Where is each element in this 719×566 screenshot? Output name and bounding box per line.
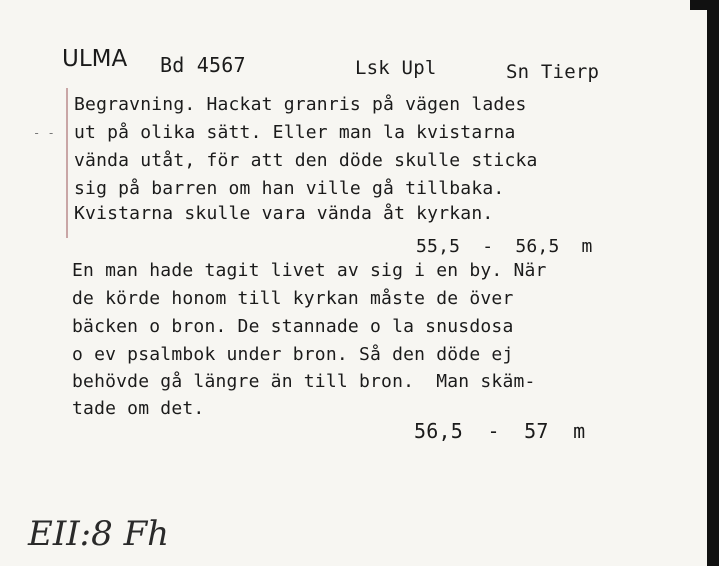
entry2-range: 56,5 - 57 m: [414, 419, 586, 443]
entry2-line-2: de körde honom till kyrkan måste de över: [72, 288, 514, 309]
entry2-line-1: En man hade tagit livet av sig i en by. När: [72, 260, 547, 281]
margin-dash-mark: - -: [33, 126, 55, 140]
entry2-line-6: tade om det.: [72, 398, 205, 419]
margin-bar: [66, 88, 68, 238]
entry1-line-1: Begravning. Hackat granris på vägen lades: [74, 94, 527, 115]
entry1-line-5: Kvistarna skulle vara vända åt kyrkan.: [74, 203, 494, 224]
classification-note: EII:8 Fh: [28, 514, 170, 554]
entry2-line-5: behövde gå längre än till bron. Man skäm-: [72, 371, 536, 392]
entry2-line-3: bäcken o bron. De stannade o la snusdosa: [72, 316, 514, 337]
archive-name: ULMA: [62, 46, 128, 72]
entry1-line-4: sig på barren om han ville gå tillbaka.: [74, 178, 505, 199]
entry2-line-4: o ev psalmbok under bron. Så den döde ej: [72, 344, 514, 365]
region-code: Lsk Upl: [355, 57, 437, 79]
scan-edge-right: [707, 0, 719, 566]
parish-name: Sn Tierp: [506, 61, 600, 83]
scan-edge-top: [690, 0, 719, 10]
entry1-line-2: ut på olika sätt. Eller man la kvistarna: [74, 122, 516, 143]
entry1-range: 55,5 - 56,5 m: [416, 236, 593, 257]
record-number: Bd 4567: [160, 53, 246, 77]
entry1-line-3: vända utåt, för att den döde skulle sticka: [74, 150, 538, 171]
